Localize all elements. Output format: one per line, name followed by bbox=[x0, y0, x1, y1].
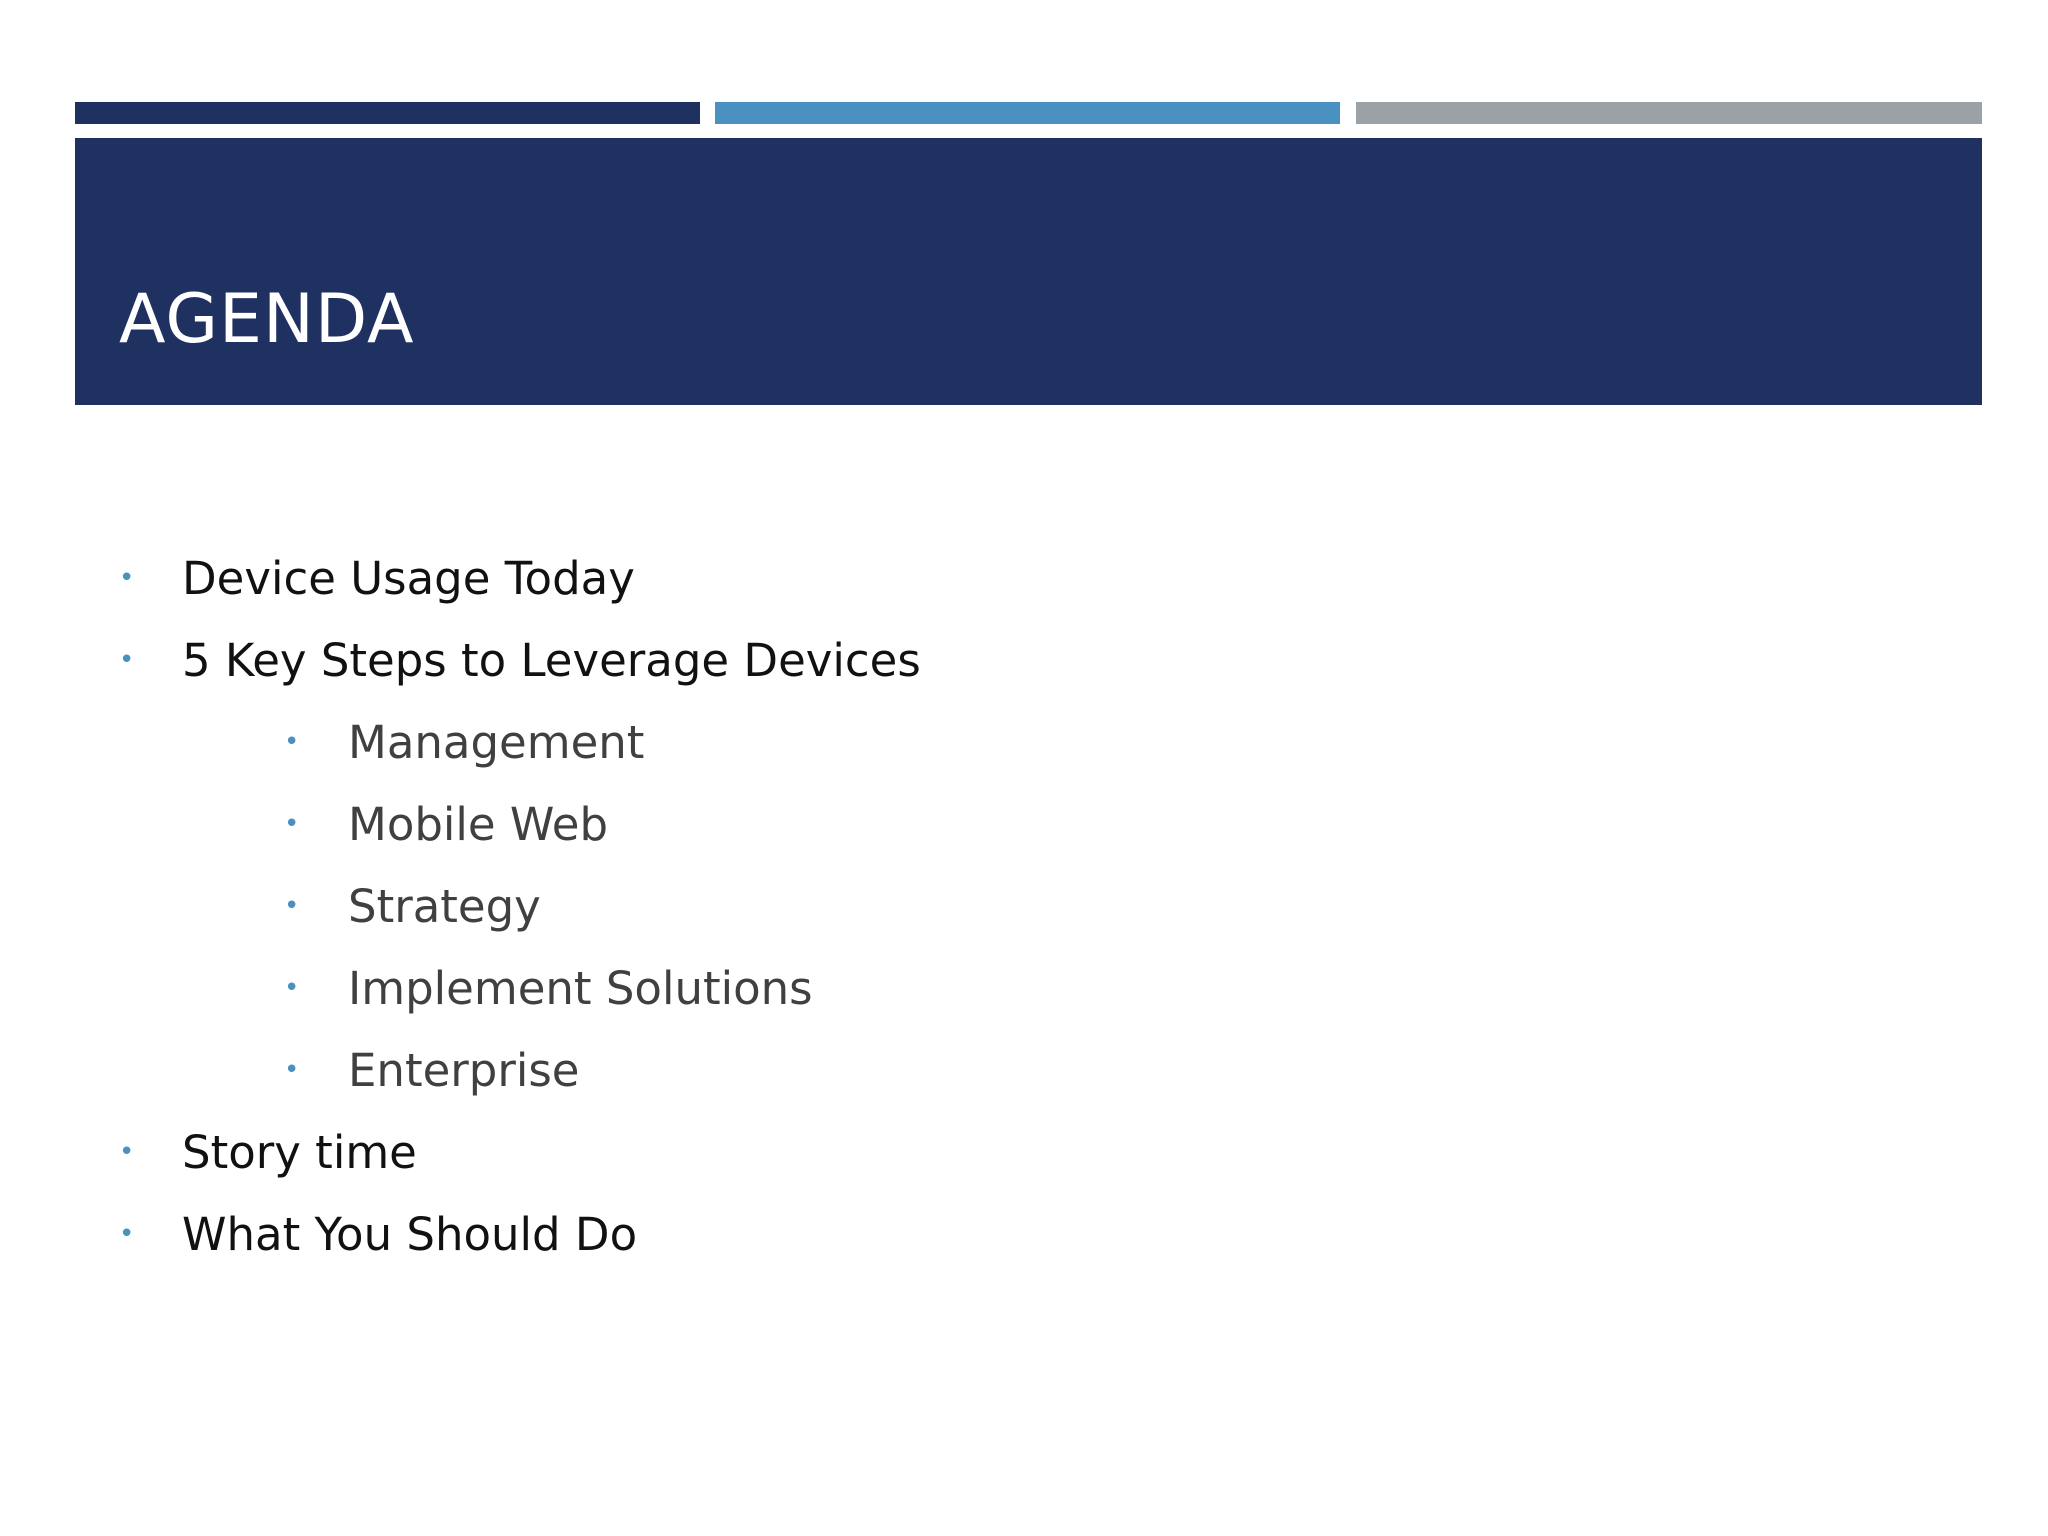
slide-title: AGENDA bbox=[119, 280, 415, 359]
bullet-icon: • bbox=[284, 1055, 300, 1085]
agenda-item-text: What You Should Do bbox=[182, 1207, 638, 1261]
agenda-subitem-text: Enterprise bbox=[348, 1043, 580, 1097]
bullet-icon: • bbox=[119, 645, 135, 675]
agenda-subitem-text: Management bbox=[348, 715, 645, 769]
agenda-item-text: Device Usage Today bbox=[182, 551, 635, 605]
bullet-icon: • bbox=[119, 563, 135, 593]
bullet-icon: • bbox=[284, 891, 300, 921]
agenda-item-text: 5 Key Steps to Leverage Devices bbox=[182, 633, 921, 687]
agenda-subitem-text: Mobile Web bbox=[348, 797, 609, 851]
bullet-icon: • bbox=[284, 973, 300, 1003]
bullet-icon: • bbox=[284, 809, 300, 839]
agenda-subitem-text: Implement Solutions bbox=[348, 961, 813, 1015]
agenda-item-text: Story time bbox=[182, 1125, 417, 1179]
agenda-subitem-text: Strategy bbox=[348, 879, 541, 933]
bullet-icon: • bbox=[284, 727, 300, 757]
bullet-icon: • bbox=[119, 1219, 135, 1249]
bullet-icon: • bbox=[119, 1137, 135, 1167]
